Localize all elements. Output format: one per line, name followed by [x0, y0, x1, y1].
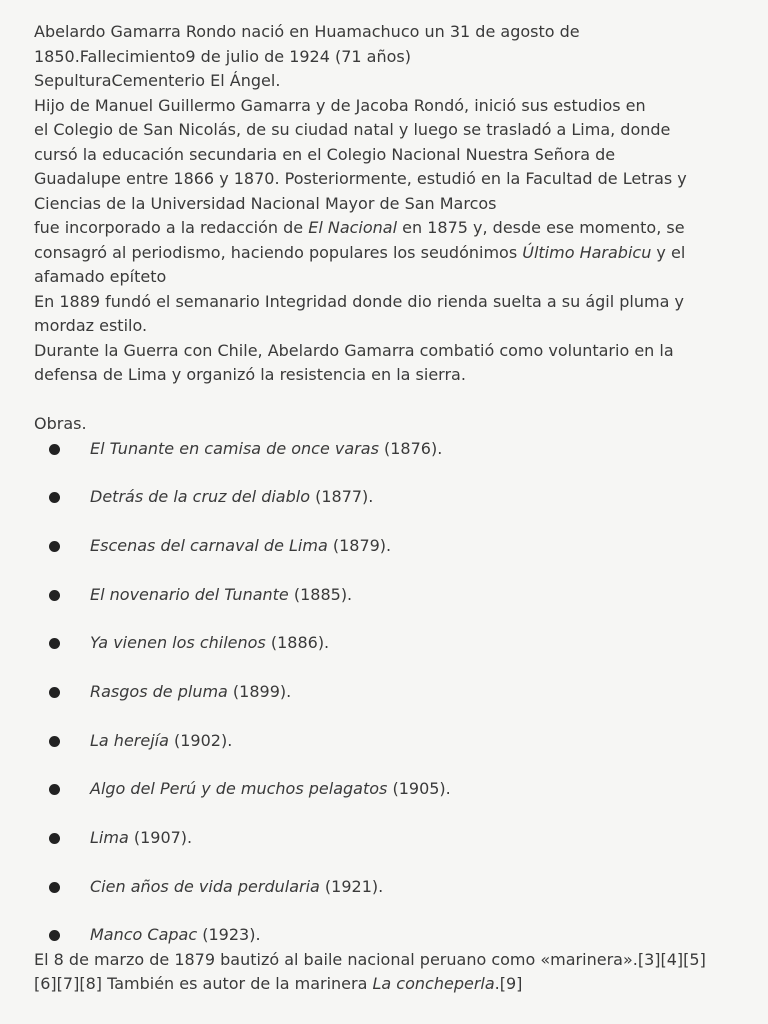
- bullet-icon: [49, 492, 60, 503]
- bio-text: consagró al periodismo, haciendo populares los seudónimos: [34, 242, 523, 262]
- list-item: [34, 631, 734, 680]
- bio-line: [34, 241, 734, 266]
- work-entry: [90, 583, 352, 607]
- bio-line: el Colegio de San Nicolás, de su ciudad natal y luego se trasladó a Lima, donde: [34, 120, 671, 139]
- list-item: [34, 583, 734, 632]
- newspaper-title: El Nacional: [308, 218, 398, 237]
- work-title: Ya vienen los chilenos: [90, 633, 266, 653]
- work-title: Rasgos de pluma: [90, 681, 228, 701]
- footer-text: .[9]: [494, 973, 523, 993]
- bullet-icon: [49, 784, 60, 795]
- work-entry: [90, 875, 383, 899]
- bio-line: 1850.Fallecimiento9 de julio de 1924 (71 años): [34, 46, 411, 66]
- work-title: Cien años de vida perdularia: [90, 876, 320, 896]
- footer-line: [34, 972, 734, 996]
- work-year: (1902).: [168, 730, 233, 750]
- list-item: [34, 729, 734, 778]
- work-year: (1907).: [128, 828, 193, 847]
- list-item: [34, 534, 734, 583]
- work-year: (1923).: [197, 925, 261, 945]
- bio-line: En 1889 fundó el semanario Integridad donde dio rienda suelta a su ágil pluma y: [34, 291, 684, 311]
- work-entry: [90, 680, 291, 704]
- bio-line: defensa de Lima y organizó la resistencia en la sierra.: [34, 365, 466, 384]
- work-title: Escenas del carnaval de Lima: [90, 535, 328, 555]
- work-year: (1879).: [327, 535, 392, 555]
- work-entry: [90, 437, 442, 461]
- pseudonym: Último Harabicu: [522, 242, 652, 262]
- bullet-icon: [49, 736, 60, 747]
- work-entry: [90, 631, 329, 655]
- work-title: Algo del Perú y de muchos pelagatos: [90, 779, 388, 799]
- footer-text: [6][7][8] También es autor de la marinera: [34, 973, 373, 993]
- bullet-icon: [49, 541, 60, 552]
- list-item: [34, 437, 734, 486]
- work-entry: [90, 485, 373, 509]
- bullet-icon: [49, 833, 60, 844]
- bullet-icon: [49, 638, 60, 649]
- work-entry: [90, 729, 232, 753]
- list-item: [34, 680, 734, 729]
- list-item: [34, 875, 734, 924]
- bullet-icon: [49, 687, 60, 698]
- bio-line: Hijo de Manuel Guillermo Gamarra y de Jacoba Rondó, inició sus estudios en: [34, 95, 646, 115]
- work-title: Manco Capac: [90, 925, 198, 945]
- bullet-icon: [49, 444, 60, 455]
- bio-line: SepulturaCementerio El Ángel.: [34, 71, 281, 90]
- bio-line: mordaz estilo.: [34, 316, 148, 335]
- work-year: (1899).: [227, 681, 292, 701]
- bullet-icon: [49, 590, 60, 601]
- bio-text: fue incorporado a la redacción de: [34, 218, 309, 237]
- work-title: Lima: [90, 828, 129, 847]
- list-item: [34, 777, 734, 826]
- list-item: [34, 923, 734, 948]
- work-year: (1877).: [310, 487, 374, 507]
- bullet-icon: [49, 930, 60, 941]
- bio-line: Guadalupe entre 1866 y 1870. Posteriormente, estudió en la Facultad de Letras y: [34, 169, 687, 188]
- bullet-icon: [49, 882, 60, 893]
- work-year: (1885).: [288, 584, 353, 604]
- bio-line: afamado epíteto: [34, 267, 167, 286]
- work-title: El novenario del Tunante: [90, 584, 289, 604]
- footer-line: El 8 de marzo de 1879 bautizó al baile nacional peruano como «marinera».[3][4][5]: [34, 949, 706, 969]
- bio-line: [34, 216, 734, 241]
- bio-line: cursó la educación secundaria en el Colegio Nacional Nuestra Señora de: [34, 144, 616, 164]
- bio-text: y el: [651, 242, 686, 262]
- work-year: (1905).: [387, 779, 451, 799]
- works-list: [34, 437, 734, 948]
- song-title: La concheperla: [372, 973, 495, 993]
- work-year: (1921).: [319, 876, 384, 896]
- bio-line: Abelardo Gamarra Rondo nació en Huamachuco un 31 de agosto de: [34, 22, 580, 41]
- work-entry: [90, 777, 451, 801]
- paragraph-spacer: [34, 388, 734, 413]
- work-year: (1886).: [265, 633, 330, 653]
- list-item: [34, 826, 734, 875]
- work-entry: [90, 826, 192, 850]
- bio-text: en 1875 y, desde ese momento, se: [397, 218, 685, 237]
- document-page: [34, 20, 734, 996]
- work-title: El Tunante en camisa de once varas: [90, 438, 379, 458]
- work-title: Detrás de la cruz del diablo: [90, 487, 310, 507]
- work-entry: [90, 923, 261, 947]
- work-entry: [90, 534, 391, 558]
- work-year: (1876).: [378, 438, 443, 458]
- work-title: La herejía: [90, 730, 169, 750]
- list-item: [34, 485, 734, 534]
- bio-line: Ciencias de la Universidad Nacional Mayor de San Marcos: [34, 193, 497, 213]
- bio-line: Durante la Guerra con Chile, Abelardo Gamarra combatió como voluntario en la: [34, 340, 674, 360]
- works-heading: Obras.: [34, 414, 87, 433]
